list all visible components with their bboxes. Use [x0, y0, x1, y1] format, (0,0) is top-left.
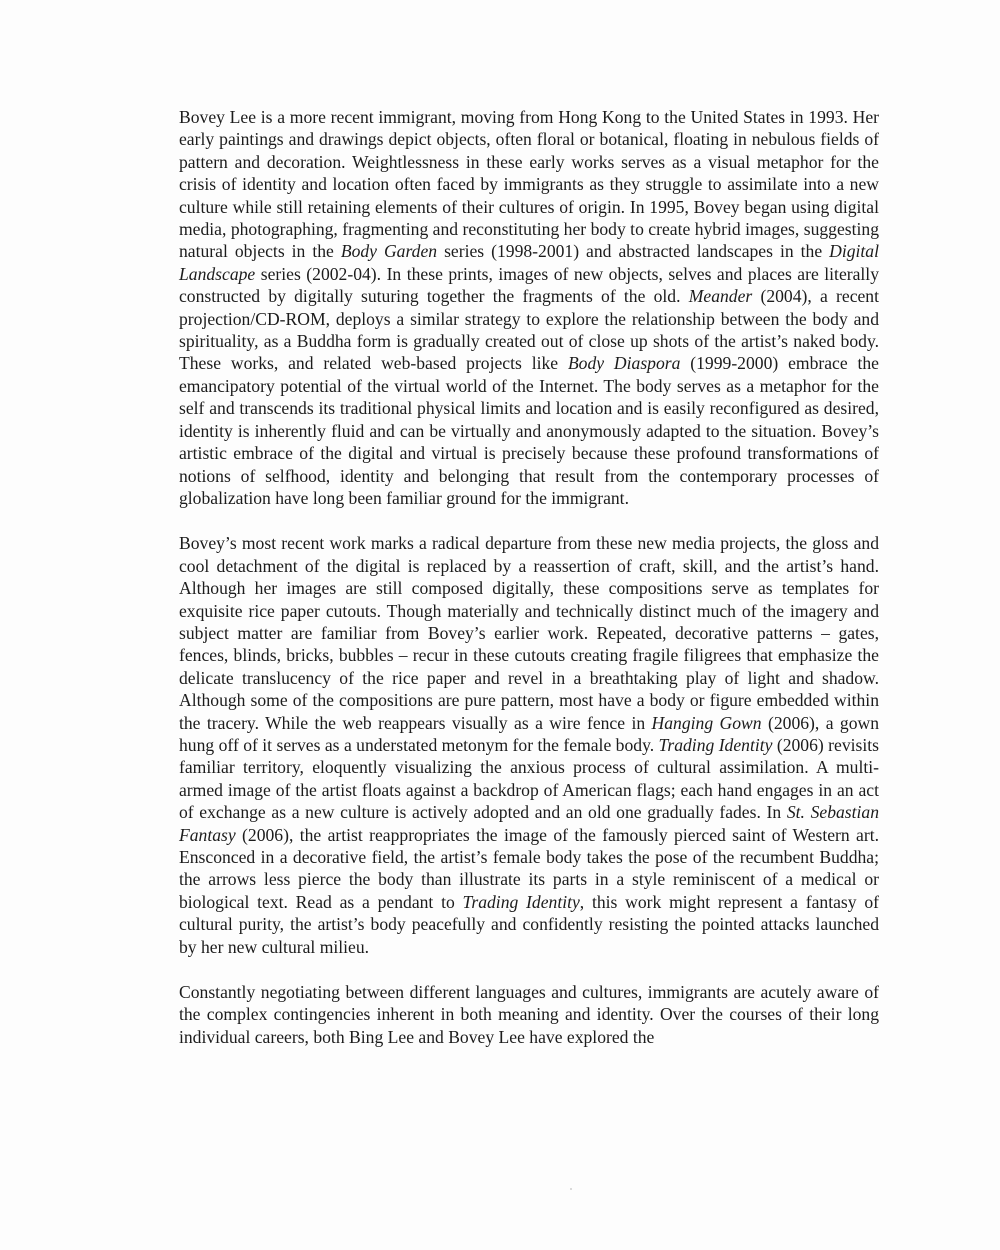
- text-segment: series (2002-04). In these prints, images of new objects, selves and places are literally constructed by digitally suturing together the fragments of the old.: [179, 263, 879, 307]
- italic-title-body-diaspora: Body Diaspora: [567, 353, 681, 374]
- body-text: [179, 106, 879, 1071]
- text-segment: , this work might represent a fantasy of cultural purity, the artist’s body peacefully and confidently resisting the pointed attacks launched by her new cultural milieu.: [179, 891, 879, 957]
- text-segment: (2006), a gown hung off of it serves as a understated metonym for the female body.: [179, 712, 880, 755]
- paragraph-recent-work: [179, 532, 879, 958]
- italic-title-meander: Meander: [688, 286, 753, 307]
- paragraph-bovey-lee-intro: [179, 106, 879, 509]
- italic-title-trading-identity: Trading Identity: [658, 734, 773, 755]
- text-segment: Bovey’s most recent work marks a radical departure from these new media projects, the gloss and cool detachment of the digital is replaced by a reassertion of craft, skill, and the artist’s hand. Although her images are still composed digitally, these compositions serve as templates for exquisite rice paper cutouts. Though materially and technically distinct much of the imagery and subject matter are familiar from Bovey’s earlier work. Repeated, decorative patterns – gates, fences, blinds, bricks, bubbles – recur in these cutouts creating fragile filigrees that emphasize the delicate translucency of the rice paper and revel in a breathtaking play of light and shadow. Although some of the compositions are pure pattern, most have a body or figure embedded within the tracery. While the web reappears visually as a wire fence in: [179, 533, 879, 733]
- italic-title-hanging-gown: Hanging Gown: [651, 712, 762, 733]
- text-segment: (2004), a recent projection/CD-ROM, deploys a similar strategy to explore the relationship between the body and spirituality, as a Buddha form is gradually created out of close up shots of the artist’s naked body. These works, and related web-based projects like: [179, 286, 879, 374]
- scan-speck: [570, 1188, 572, 1190]
- text-segment: Bovey Lee is a more recent immigrant, moving from Hong Kong to the United States in 1993. Her early paintings and drawings depict objects, often floral or botanical, floating in nebulous fields of pattern and decoration. Weightlessness in these early works serves as a visual metaphor for the crisis of identity and location often faced by immigrants as they struggle to assimilate into a new culture while still retaining elements of their cultures of origin. In 1995, Bovey began using digital media, photographing, fragmenting and reconstituting her body to create hybrid images, suggesting natural objects in the: [179, 107, 879, 262]
- italic-title-trading-identity: Trading Identity: [462, 891, 580, 912]
- text-segment: Constantly negotiating between different languages and cultures, immigrants are acutely aware of the complex contingencies inherent in both meaning and identity. Over the courses of their long individual careers, both Bing Lee and Bovey Lee have explored the: [179, 982, 879, 1047]
- text-segment: (2006), the artist reappropriates the image of the famously pierced saint of Western art. Ensconced in a decorative field, the artist’s female body takes the pose of the recumbent Buddha; the arrows less pierce the body than illustrate its parts in a style reminiscent of a medical or biological text. Read as a pendant to: [179, 824, 879, 912]
- text-segment: series (1998-2001) and abstracted landscapes in the: [437, 241, 830, 262]
- italic-title-digital-landscape: Digital Landscape: [179, 241, 879, 284]
- italic-title-st-sebastian-fantasy: St. Sebastian Fantasy: [179, 802, 880, 845]
- text-segment: (2006) revisits familiar territory, eloquently visualizing the anxious process of cultural assimilation. A multi-armed image of the artist floats against a backdrop of American flags; each hand engages in an act of exchange as a new culture is actively adopted and an old one gradually fades. In: [179, 734, 879, 823]
- paragraph-negotiating-cultures: [179, 981, 879, 1048]
- text-segment: (1999-2000) embrace the emancipatory potential of the virtual world of the Internet. The body serves as a metaphor for the self and transcends its traditional physical limits and location and is easily reconfigured as desired, identity is inherently fluid and can be virtually and anonymously adapted to the situation. Bovey’s artistic embrace of the digital and virtual is precisely because these profound transformations of notions of selfhood, identity and belonging that result from the contemporary processes of globalization have long been familiar ground for the immigrant.: [179, 353, 879, 508]
- italic-title-body-garden: Body Garden: [340, 241, 438, 262]
